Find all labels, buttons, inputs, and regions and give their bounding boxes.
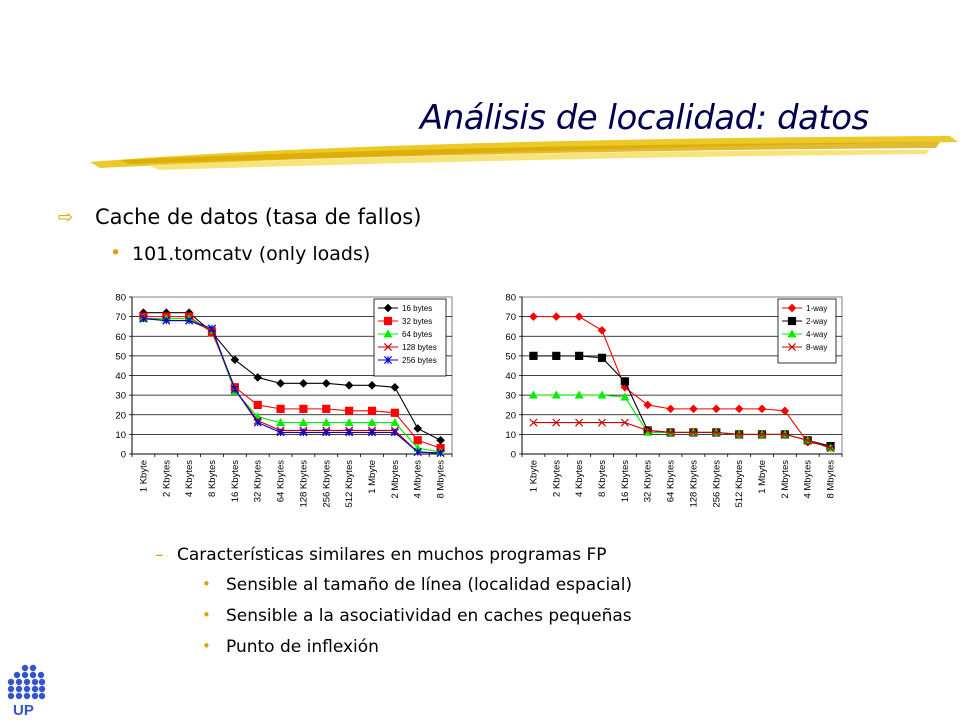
y-tick-label: 40 <box>505 371 516 382</box>
y-tick-label: 50 <box>115 351 126 363</box>
data-point <box>346 407 353 414</box>
legend-label: 8-way <box>806 343 828 352</box>
data-point <box>621 378 628 385</box>
legend-label: 128 bytes <box>402 343 437 352</box>
y-tick-label: 0 <box>120 449 126 461</box>
chart-line-size <box>100 285 470 520</box>
y-tick-label: 80 <box>505 292 516 304</box>
legend-label: 2-way <box>806 317 828 326</box>
data-point <box>323 405 330 412</box>
y-tick-label: 70 <box>505 312 516 324</box>
dot-bullet-icon: • <box>110 242 122 264</box>
y-tick-label: 60 <box>505 331 516 343</box>
x-tick-label: 2 Mbytes <box>389 460 401 499</box>
y-tick-label: 60 <box>115 331 126 343</box>
y-tick-label: 20 <box>505 410 516 422</box>
legend-label: 16 bytes <box>402 304 433 313</box>
y-tick-label: 0 <box>510 449 516 461</box>
x-tick-label: 4 Mbytes <box>412 460 424 499</box>
x-tick-label: 4 Mbytes <box>802 460 814 499</box>
x-tick-label: 8 Mbytes <box>435 460 447 499</box>
data-point <box>576 352 583 359</box>
dot-bullet-icon: • <box>202 637 211 655</box>
sub-heading-text: Características similares en muchos programas FP <box>177 545 607 565</box>
legend-label: 32 bytes <box>402 317 433 326</box>
chart-associativity <box>490 285 860 520</box>
arrow-bullet-icon: ⇨ <box>58 207 74 228</box>
up-logo <box>6 663 46 717</box>
legend-label: 4-way <box>806 330 828 339</box>
data-point <box>300 405 307 412</box>
x-tick-label: 8 Kbytes <box>207 460 218 497</box>
x-tick-label: 256 Kbytes <box>711 460 723 508</box>
data-point <box>414 437 421 444</box>
dot-bullet-icon: • <box>202 575 211 593</box>
x-tick-label: 8 Kbytes <box>597 460 608 497</box>
data-point <box>530 352 537 359</box>
sub-item-text: Sensible al tamaño de línea (localidad espacial) <box>226 575 633 595</box>
y-tick-label: 30 <box>115 390 126 402</box>
x-tick-label: 4 Kbytes <box>184 460 196 497</box>
data-point <box>277 405 284 412</box>
x-tick-label: 8 Mbytes <box>825 460 837 499</box>
legend-marker <box>788 317 795 324</box>
y-tick-label: 10 <box>505 429 516 441</box>
y-tick-label: 40 <box>115 371 126 382</box>
x-tick-label: 64 Kbytes <box>275 460 287 503</box>
y-tick-label: 50 <box>505 351 516 363</box>
y-tick-label: 10 <box>115 429 126 441</box>
legend-marker <box>384 317 391 324</box>
logo-text: UP <box>13 702 34 717</box>
x-tick-label: 32 Kbytes <box>252 460 264 503</box>
y-tick-label: 30 <box>505 390 516 402</box>
sub-item-text: Punto de inflexión <box>226 637 379 657</box>
dot-bullet-icon: • <box>202 606 211 624</box>
x-tick-label: 32 Kbytes <box>642 460 654 503</box>
x-tick-label: 512 Kbytes <box>344 460 356 508</box>
legend-label: 256 bytes <box>402 356 437 365</box>
sub-item-text: Sensible a la asociatividad en caches pequeñas <box>226 606 632 626</box>
title-underline-swoosh <box>90 132 960 182</box>
bullet2-text: 101.tomcatv (only loads) <box>132 243 371 265</box>
data-point <box>391 409 398 416</box>
y-tick-label: 80 <box>115 292 126 304</box>
legend-label: 1-way <box>806 304 828 313</box>
x-tick-label: 4 Kbytes <box>574 460 586 497</box>
x-tick-label: 128 Kbytes <box>688 460 700 508</box>
dash-bullet-icon: – <box>155 545 164 565</box>
x-tick-label: 1 Mbyte <box>367 460 378 494</box>
data-point <box>598 354 605 361</box>
x-tick-label: 1 Mbyte <box>757 460 768 494</box>
x-tick-label: 16 Kbytes <box>229 460 241 503</box>
x-tick-label: 2 Mbytes <box>779 460 791 499</box>
x-tick-label: 16 Kbytes <box>619 460 631 503</box>
x-tick-label: 1 Kbyte <box>528 460 540 493</box>
x-tick-label: 2 Kbytes <box>551 460 563 497</box>
x-tick-label: 128 Kbytes <box>298 460 310 508</box>
x-tick-label: 2 Kbytes <box>161 460 173 497</box>
data-point <box>368 407 375 414</box>
x-tick-label: 64 Kbytes <box>665 460 677 503</box>
data-point <box>254 401 261 408</box>
slide-title: Análisis de localidad: datos <box>420 98 869 138</box>
bullet1-text: Cache de datos (tasa de fallos) <box>95 205 422 229</box>
data-point <box>553 352 560 359</box>
x-tick-label: 256 Kbytes <box>321 460 333 508</box>
y-tick-label: 70 <box>115 312 126 324</box>
legend-label: 64 bytes <box>402 330 433 339</box>
x-tick-label: 1 Kbyte <box>138 460 150 493</box>
x-tick-label: 512 Kbytes <box>734 460 746 508</box>
y-tick-label: 20 <box>115 410 126 422</box>
